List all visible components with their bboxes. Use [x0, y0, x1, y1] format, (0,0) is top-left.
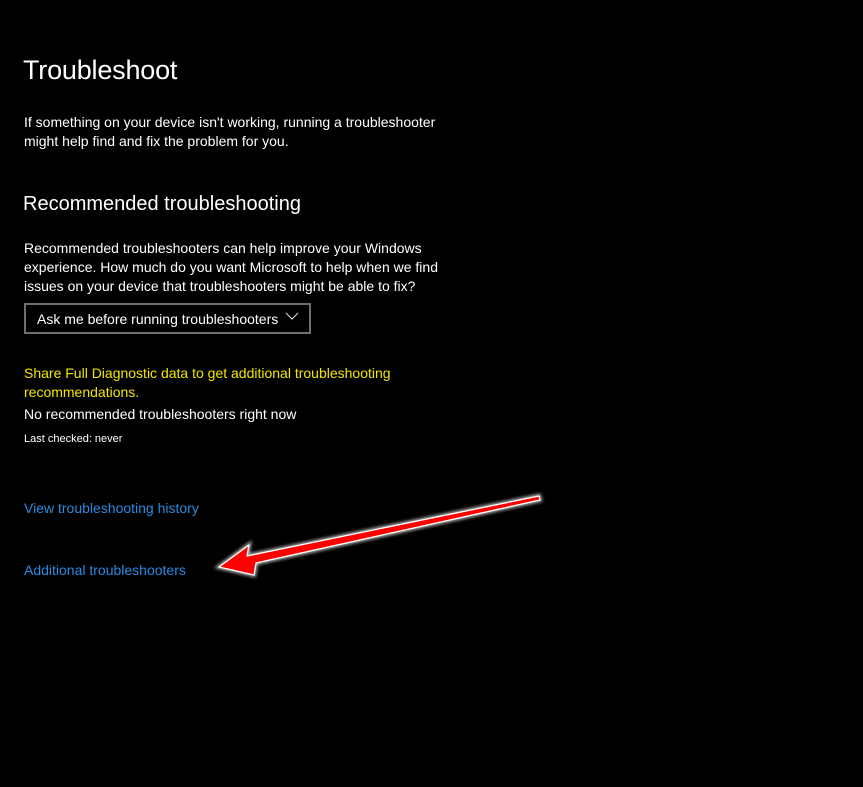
description-line: experience. How much do you want Microsoft to help when we find: [24, 259, 438, 275]
page-title: Troubleshoot: [23, 55, 178, 85]
last-checked: Last checked: never: [24, 433, 123, 445]
dropdown-selected-value: Ask me before running troubleshooters: [37, 310, 279, 327]
intro-line: If something on your device isn't working, running a troubleshooter: [24, 114, 436, 130]
notice-line: Share Full Diagnostic data to get additional troubleshooting: [24, 365, 391, 381]
section-heading-recommended: Recommended troubleshooting: [23, 193, 301, 215]
view-history-link[interactable]: View troubleshooting history: [24, 500, 199, 516]
intro-line: might help find and fix the problem for you.: [24, 133, 289, 149]
notice-line: recommendations.: [24, 384, 140, 400]
additional-troubleshooters-link[interactable]: Additional troubleshooters: [24, 562, 186, 578]
description-line: Recommended troubleshooters can help improve your Windows: [24, 240, 422, 256]
description-line: issues on your device that troubleshooters might be able to fix?: [24, 278, 416, 294]
recommendation-status: No recommended troubleshooters right now: [24, 406, 297, 422]
